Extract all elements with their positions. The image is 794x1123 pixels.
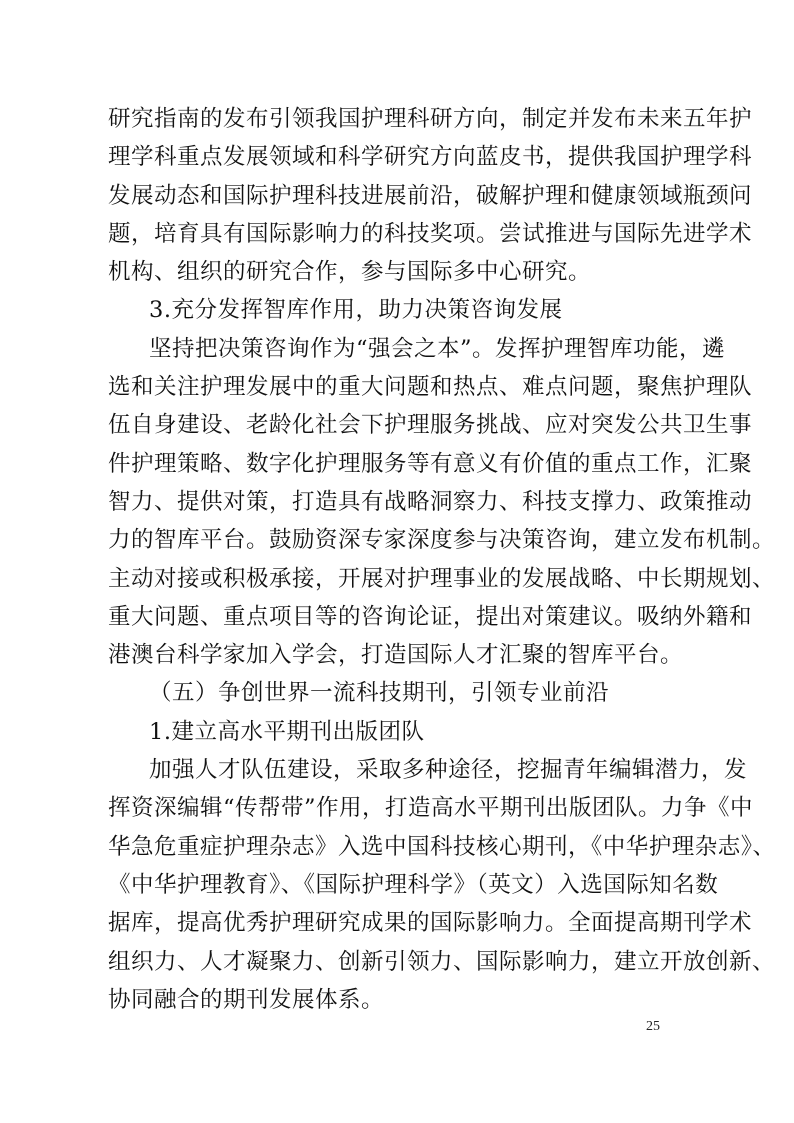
text-line: 协同融合的期刊发展体系。 bbox=[108, 986, 385, 1013]
text-line: 机构、组织的研究合作，参与国际多中心研究。 bbox=[108, 259, 592, 286]
subsection-heading: 3.充分发挥智库作用，助力决策咨询发展 bbox=[149, 297, 563, 324]
text-line: 研究指南的发布引领我国护理科研方向，制定并发布未来五年护 bbox=[108, 106, 753, 132]
text-line: 重大问题、重点项目等的咨询论证，提出对策建议。吸纳外籍和 bbox=[108, 603, 753, 630]
text-line: 发展动态和国际护理科技进展前沿，破解护理和健康领域瓶颈问 bbox=[108, 182, 753, 209]
text-line: 《中华护理教育》、《国际护理科学》（英文）入选国际知名数 bbox=[108, 871, 719, 898]
text-line: 选和关注护理发展中的重大问题和热点、难点问题，聚焦护理队 bbox=[108, 374, 753, 401]
text-line: 主动对接或积极承接，开展对护理事业的发展战略、中长期规划、 bbox=[108, 565, 776, 592]
text-line: 挥资深编辑“传帮带”作用，打造高水平期刊出版团队。力争《中 bbox=[108, 795, 754, 822]
text-line: 华急危重症护理杂志》入选中国科技核心期刊，《中华护理杂志》、 bbox=[108, 833, 776, 860]
text-line: 题，培育具有国际影响力的科技奖项。尝试推进与国际先进学术 bbox=[108, 220, 753, 247]
text-line: 智力、提供对策，打造具有战略洞察力、科技支撑力、政策推动 bbox=[108, 488, 753, 515]
text-line: 伍自身建设、老龄化社会下护理服务挑战、应对突发公共卫生事 bbox=[108, 412, 753, 439]
text-line: 组织力、人才凝聚力、创新引领力、国际影响力，建立开放创新、 bbox=[108, 948, 776, 975]
subsection-heading: 1.建立高水平期刊出版团队 bbox=[149, 718, 425, 745]
text-line: 据库，提高优秀护理研究成果的国际影响力。全面提高期刊学术 bbox=[108, 910, 753, 937]
text-line: 力的智库平台。鼓励资深专家深度参与决策咨询，建立发布机制。 bbox=[108, 527, 776, 554]
section-heading: （五）争创世界一流科技期刊，引领专业前沿 bbox=[149, 680, 610, 707]
text-line: 件护理策略、数字化护理服务等有意义有价值的重点工作，汇聚 bbox=[108, 450, 753, 477]
body-text bbox=[108, 100, 776, 1019]
text-line: 加强人才队伍建设，采取多种途径，挖掘青年编辑潜力，发 bbox=[149, 757, 748, 784]
page-number: 25 bbox=[646, 1019, 660, 1034]
text-line: 港澳台科学家加入学会，打造国际人才汇聚的智库平台。 bbox=[108, 642, 684, 669]
text-line: 理学科重点发展领域和科学研究方向蓝皮书，提供我国护理学科 bbox=[108, 144, 753, 171]
text-line: 坚持把决策咨询作为“强会之本”。发挥护理智库功能，遴 bbox=[149, 335, 726, 362]
